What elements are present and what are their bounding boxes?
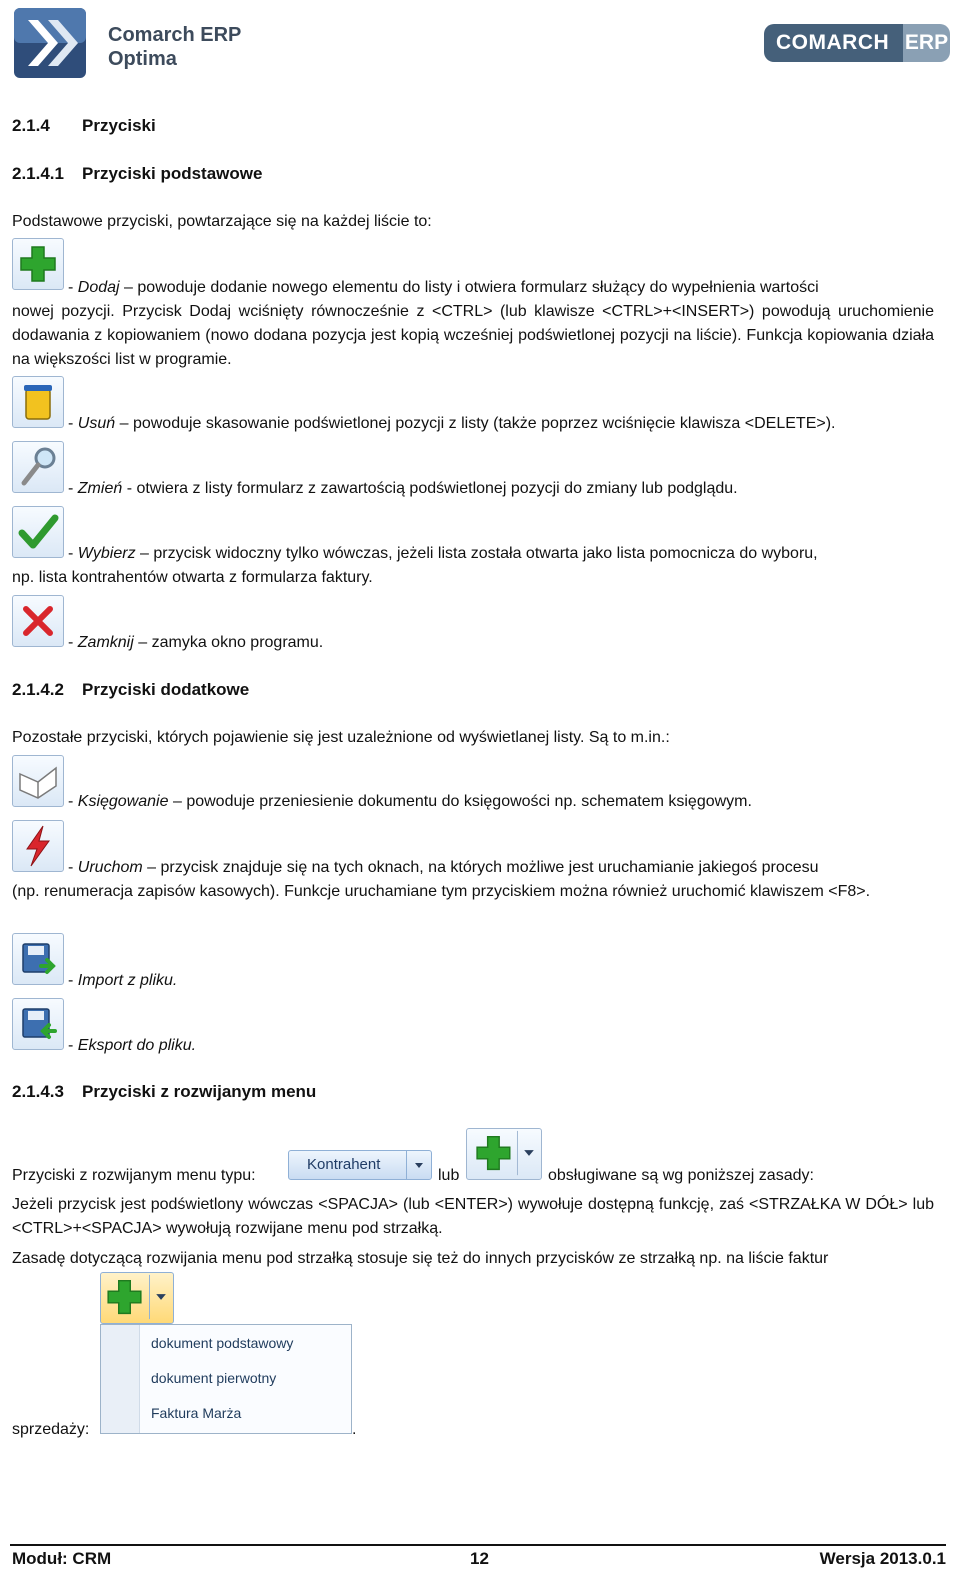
section-heading-2-1-4-3: 2.1.4.3 Przyciski z rozwijanym menu [12,1082,317,1101]
comarch-erp-logo [764,24,950,62]
combo-label: Kontrahent [307,1156,381,1173]
add-line-2: nowej pozycji. Przycisk Dodaj wciśnięty równocześnie z <CTRL> (lub klawisze <CTRL>+<INSERT>) powodują uruchomienie dodawania z kopiowaniem (nowo dodana pozycja jest kopią wcześniej podświetlonej pozycji na liście). Funkcja kopiowania działa na większości list w programie. [12,303,934,368]
rule-1-text: Jeżeli przycisk jest podświetlony wówczas <SPACJA> (lub <ENTER>) wywołuje dostępną funkcję, zaś <STRZAŁKA W DÓŁ> lub <CTRL>+<SPACJA> wywołują rozwijane menu pod strzałką. [12,1196,934,1237]
floppy-import-icon [13,934,63,984]
edit-line: - Zmień - otwiera z listy formularz z zawartością podświetlonej pozycji do zmiany lub podglądu. [68,480,738,497]
section-heading-2-1-4-2: 2.1.4.2 Przyciski dodatkowe [12,680,250,699]
footer-divider [10,1544,946,1546]
dropdown-intro-text: Przyciski z rozwijanym menu typu: [12,1167,256,1184]
rule-2-text: Zasadę dotyczącą rozwijania menu pod strzałką stosuje się też do innych przycisków ze strzałką np. na liście faktur [12,1250,829,1267]
edit-button-sample [12,441,64,493]
dropdown-tail-text: obsługiwane są wg poniższej zasady: [548,1167,814,1184]
plus-icon [101,1273,173,1323]
book-icon [13,756,63,806]
section-heading-2-1-4: 2.1.4 Przyciski [12,116,156,135]
footer-module: Moduł: CRM [12,1549,112,1568]
intro-extra-text: Pozostałe przyciski, których pojawienie się jest uzależnione od wyświetlanej listy. Są to m.in.: [12,729,670,746]
lightning-icon [13,821,63,871]
floppy-export-icon [13,999,63,1049]
delete-line: - Usuń – powoduje skasowanie podświetlonej pozycji z listy (także poprzez wciśnięcie klawisza <DELETE>). [68,415,836,432]
close-line: - Zamknij – zamyka okno programu. [68,634,324,651]
logo-text-line2: Optima [108,48,177,70]
sentence-end-period: . [352,1421,357,1438]
menu-item-faktura-marza[interactable]: Faktura Marża [151,1405,242,1421]
delete-button-sample [12,376,64,428]
combo-arrow [406,1151,431,1179]
plus-icon [467,1129,541,1179]
menu-item-dokument-pierwotny[interactable]: dokument pierwotny [151,1370,277,1386]
posting-button-sample [12,755,64,807]
add-line-1: - Dodaj – powoduje dodanie nowego elementu do listy i otwiera formularz służący do wypełnienia wartości [68,279,819,296]
run-line-2: (np. renumeracja zapisów kasowych). Funkcje uruchamiane tym przyciskiem można również uruchomić klawiszem <F8>. [12,883,871,900]
select-line-2: np. lista kontrahentów otwarta z formularza faktury. [12,569,373,586]
sales-invoices-label: sprzedaży: [12,1421,90,1438]
close-x-icon [13,596,63,646]
import-line: - Import z pliku. [68,972,178,989]
run-line-1: - Uruchom – przycisk znajduje się na tych oknach, na których możliwe jest uruchamianie jakiegoś procesu [68,859,819,876]
contractor-combo-button [288,1150,432,1180]
magnifier-icon [13,442,63,492]
import-button-sample [12,933,64,985]
select-line-1: - Wybierz – przycisk widoczny tylko wówczas, jeżeli lista została otwarta jako lista pomocnicza do wyboru, [68,545,818,562]
logo-text-line1: Comarch ERP [108,24,242,46]
close-button-sample [12,595,64,647]
export-line: - Eksport do pliku. [68,1037,197,1054]
footer-version: Wersja 2013.0.1 [819,1549,946,1568]
menu-item-dokument-podstawowy[interactable]: dokument podstawowy [151,1335,294,1351]
menu-icon-strip [101,1325,140,1433]
plus-icon [13,239,63,289]
chevron-down-icon [407,1151,431,1179]
logo-erp: ERP [903,24,950,62]
logo-comarch: COMARCH [764,24,903,62]
dropdown-menu [100,1324,352,1434]
or-text: lub [438,1167,460,1184]
add-button-sample [12,238,64,290]
trash-bin-icon [13,377,63,427]
comarch-erp-optima-logo [14,8,254,80]
run-button-sample [12,820,64,872]
checkmark-icon [13,507,63,557]
add-split-button-highlighted [100,1272,174,1324]
footer-page-number: 12 [470,1549,489,1568]
intro-basic-text: Podstawowe przyciski, powtarzające się na każdej liście to: [12,213,432,230]
add-split-button-sample [466,1128,542,1180]
posting-line: - Księgowanie – powoduje przeniesienie dokumentu do księgowości np. schematem księgowym. [68,793,752,810]
export-button-sample [12,998,64,1050]
select-button-sample [12,506,64,558]
optima-logo-mark-icon [14,8,86,78]
section-heading-2-1-4-1: 2.1.4.1 Przyciski podstawowe [12,164,263,183]
